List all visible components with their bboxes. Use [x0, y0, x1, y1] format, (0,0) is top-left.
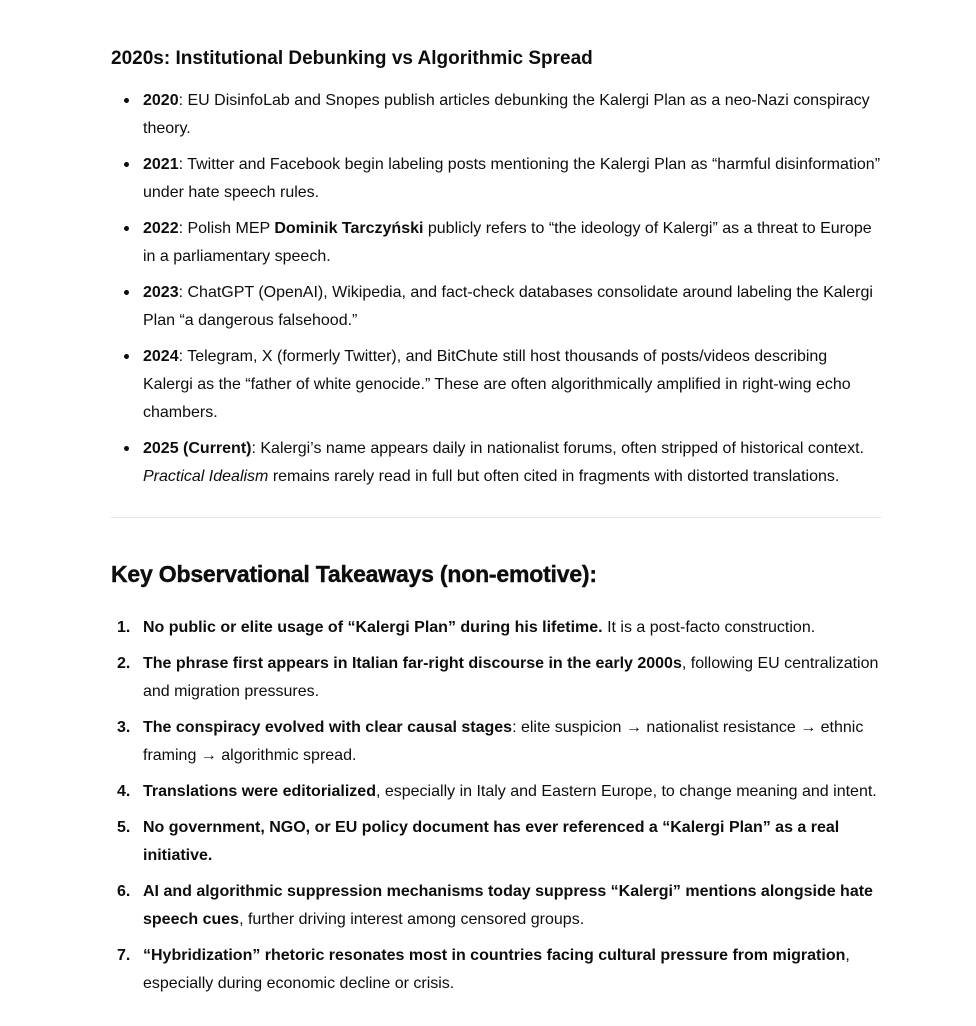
item-number: 7.: [117, 947, 131, 964]
bullet-dot-icon: [124, 354, 129, 359]
item-number: 2.: [117, 655, 131, 672]
text-segment: 2025 (Current): [143, 440, 252, 457]
list-item: [111, 279, 881, 335]
text-segment: , further driving interest among censored groups.: [239, 911, 585, 928]
text-segment: 2020: [143, 92, 179, 109]
list-item: [111, 343, 881, 427]
text-segment: It is a post-facto construction.: [602, 619, 816, 636]
bullet-dot-icon: [124, 290, 129, 295]
timeline-bullet-list: [111, 87, 881, 491]
section-divider: [111, 517, 881, 518]
list-item: [111, 87, 881, 143]
text-segment: Practical Idealism: [143, 468, 269, 485]
list-item: [111, 714, 881, 770]
text-segment: : elite suspicion → nationalist resistance → ethnic framing → algorithmic spread.: [143, 719, 864, 764]
text-segment: Dominik Tarczyński: [274, 220, 424, 237]
text-segment: : Polish MEP: [178, 220, 275, 237]
list-item: [111, 614, 881, 642]
text-segment: The conspiracy evolved with clear causal stages: [143, 719, 513, 736]
text-segment: No government, NGO, or EU policy document has ever referenced a “Kalergi Plan” as a real initiative.: [143, 819, 840, 864]
text-segment: : ChatGPT (OpenAI), Wikipedia, and fact-check databases consolidate around labeling the Kalergi Plan “a dangerous falsehood.”: [143, 284, 873, 329]
text-segment: remains rarely read in full but often cited in fragments with distorted translations.: [268, 468, 840, 485]
text-segment: , following EU centralization and migration pressures.: [143, 655, 879, 700]
list-item: [111, 778, 881, 806]
text-segment: Translations were editorialized: [143, 783, 376, 800]
bullet-dot-icon: [124, 226, 129, 231]
item-number: 3.: [117, 719, 131, 736]
item-number: 1.: [117, 619, 131, 636]
text-segment: 2021: [143, 156, 179, 173]
item-number: 5.: [117, 819, 131, 836]
takeaways-numbered-list: [111, 614, 881, 998]
list-item: [111, 814, 881, 870]
text-segment: , especially during economic decline or crisis.: [143, 947, 850, 992]
list-item: [111, 878, 881, 934]
text-segment: 2022: [143, 220, 179, 237]
text-segment: : Twitter and Facebook begin labeling posts mentioning the Kalergi Plan as “harmful disinformation” under hate speech rules.: [143, 156, 881, 201]
text-segment: 2023: [143, 284, 179, 301]
text-segment: The phrase first appears in Italian far-right discourse in the early 2000s: [143, 655, 682, 672]
text-segment: AI and algorithmic suppression mechanisms today suppress “Kalergi” mentions alongside hate speech cues: [143, 883, 873, 928]
list-item: [111, 151, 881, 207]
item-number: 4.: [117, 783, 131, 800]
text-segment: 2024: [143, 348, 179, 365]
bullet-dot-icon: [124, 446, 129, 451]
list-item: [111, 942, 881, 998]
list-item: [111, 650, 881, 706]
text-segment: : Kalergi’s name appears daily in nationalist forums, often stripped of historical context.: [251, 440, 864, 457]
list-item: [111, 215, 881, 271]
bullet-dot-icon: [124, 98, 129, 103]
text-segment: : Telegram, X (formerly Twitter), and BitChute still host thousands of posts/videos describing Kalergi as the “father of white genocide.” These are often algorithmically amplified in right-wing echo chambers.: [143, 348, 851, 421]
list-item: [111, 435, 881, 491]
text-segment: , especially in Italy and Eastern Europe, to change meaning and intent.: [375, 783, 877, 800]
text-segment: : EU DisinfoLab and Snopes publish articles debunking the Kalergi Plan as a neo-Nazi conspiracy theory.: [143, 92, 870, 137]
bullet-dot-icon: [124, 162, 129, 167]
section-2-heading: Key Observational Takeaways (non-emotive):: [111, 561, 597, 587]
section-1-heading: 2020s: Institutional Debunking vs Algorithmic Spread: [111, 48, 593, 69]
item-number: 6.: [117, 883, 131, 900]
text-segment: No public or elite usage of “Kalergi Plan” during his lifetime.: [143, 619, 603, 636]
text-segment: publicly refers to “the ideology of Kalergi” as a threat to Europe in a parliamentary speech.: [143, 220, 872, 265]
text-segment: “Hybridization” rhetoric resonates most in countries facing cultural pressure from migration: [143, 947, 846, 964]
